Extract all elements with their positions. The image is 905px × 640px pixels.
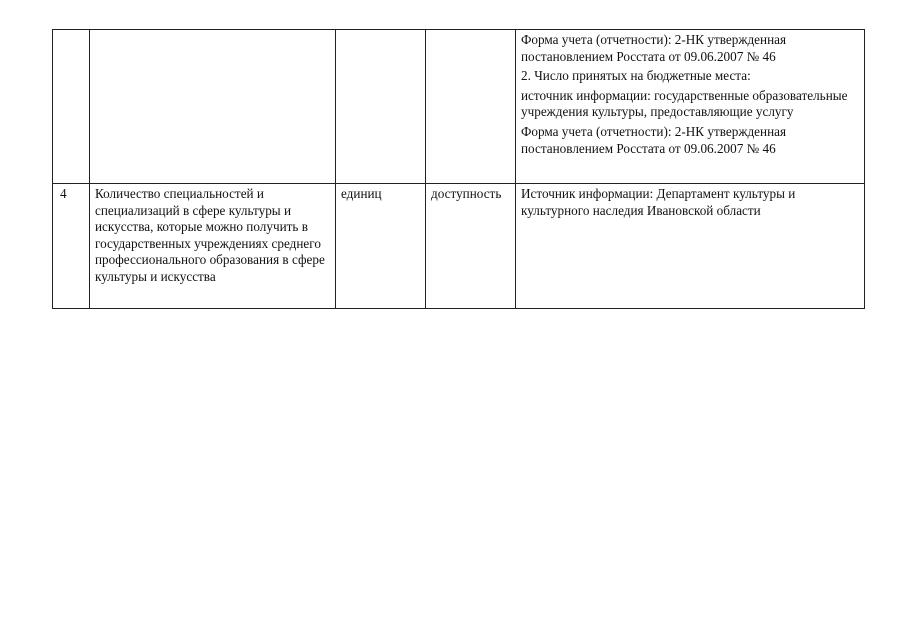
- source-paragraph: 2. Число принятых на бюджетные места:: [521, 68, 751, 84]
- source-paragraph: Форма учета (отчетности): 2-НК утвержденная постановлением Росстата от 09.06.2007 № 46: [521, 32, 787, 64]
- unit-cell: [336, 30, 426, 184]
- indicators-table: [52, 29, 865, 309]
- source-paragraph: Источник информации: Департамент культуры и культурного наследия Ивановской области: [521, 186, 796, 218]
- source-cell: [516, 184, 865, 309]
- criterion-cell: [426, 30, 516, 184]
- source-paragraph: Форма учета (отчетности): 2-НК утвержденная постановлением Росстата от 09.06.2007 № 46: [521, 123, 787, 156]
- indicator-name-cell: [90, 30, 336, 184]
- criterion-cell: доступность: [426, 184, 516, 309]
- unit-cell: единиц: [336, 184, 426, 309]
- source-cell: [516, 30, 865, 184]
- source-paragraph: источник информации: государственные образовательные учреждения культуры, предоставляющие услугу: [521, 87, 848, 120]
- row-number-cell: [53, 30, 90, 184]
- row-number-cell: 4: [53, 184, 90, 309]
- table-row: [53, 184, 865, 309]
- table-row: [53, 30, 865, 184]
- indicator-name-cell: Количество специальностей и специализаций в сфере культуры и искусства, которые можно получить в государственных учреждениях среднего профессионального образования в сфере культуры и искусства: [90, 184, 336, 309]
